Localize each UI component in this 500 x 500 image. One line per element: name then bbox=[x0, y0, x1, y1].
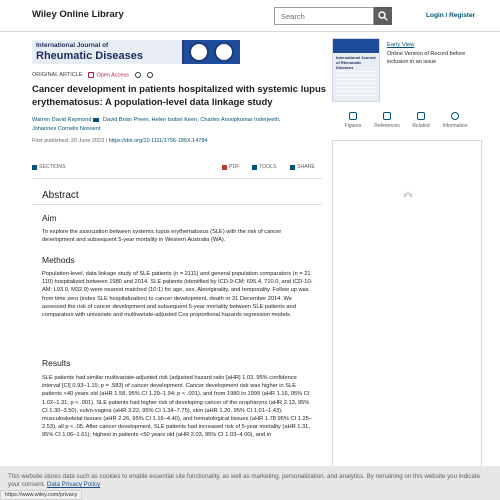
tab-label: Figures bbox=[344, 123, 362, 129]
article-meta bbox=[32, 72, 153, 78]
aim-heading: Aim bbox=[42, 213, 57, 223]
sections-button[interactable] bbox=[32, 164, 66, 170]
results-heading: Results bbox=[42, 358, 71, 368]
info-icon bbox=[451, 112, 459, 120]
search-icon bbox=[378, 11, 388, 21]
journal-banner-emblems bbox=[184, 40, 240, 64]
sections-label: SECTIONS bbox=[39, 164, 66, 170]
tab-figures[interactable] bbox=[336, 112, 370, 129]
author-links[interactable]: David Brian Preen, Helen Isobel Keen, Charles Anoopkumar Inderjeeth, bbox=[103, 117, 281, 123]
early-view-link[interactable]: Early View bbox=[387, 42, 415, 48]
search-button[interactable] bbox=[374, 7, 392, 25]
privacy-policy-link[interactable]: Data Privacy Policy bbox=[46, 481, 101, 488]
list-icon bbox=[32, 165, 37, 170]
cover-title: International Journal of Rheumatic Diseases bbox=[336, 55, 376, 70]
journal-banner-title bbox=[32, 40, 182, 64]
article-type: ORIGINAL ARTICLE bbox=[32, 72, 83, 79]
aim-paragraph: To explore the association between systemic lupus erythematosus (SLE) with the risk of cancer development and subsequent 5-year mortality in Western Australia (WA). bbox=[42, 229, 282, 244]
site-header bbox=[0, 0, 500, 32]
journal-banner[interactable] bbox=[32, 40, 240, 64]
loading-spinner-icon bbox=[403, 191, 413, 201]
list-icon bbox=[383, 112, 391, 120]
author-link[interactable]: Johannes Cornelis Nossent bbox=[32, 125, 101, 132]
wiley-logo[interactable]: Wiley Online Library bbox=[32, 9, 124, 20]
share-label: SHARE bbox=[297, 164, 315, 170]
pdf-icon bbox=[222, 165, 227, 170]
divider bbox=[32, 178, 322, 179]
article-toolbar bbox=[32, 160, 322, 174]
early-view-description: Online Version of Record before inclusion in an issue bbox=[387, 51, 466, 65]
login-register-link[interactable]: Login / Register bbox=[426, 12, 476, 19]
author-list bbox=[32, 116, 342, 133]
published-date: First published: 20 June 2023 bbox=[32, 138, 105, 144]
journal-banner-line2: Rheumatic Diseases bbox=[36, 50, 143, 62]
cover-band bbox=[333, 39, 379, 53]
tab-information[interactable] bbox=[438, 112, 472, 129]
status-bar-url: https://www.wiley.com/privacy bbox=[0, 490, 82, 500]
share-icon bbox=[290, 165, 295, 170]
divider bbox=[32, 204, 322, 205]
tab-references[interactable] bbox=[370, 112, 404, 129]
author-link[interactable]: Warren David Raymond bbox=[32, 117, 92, 123]
link-icon bbox=[417, 112, 425, 120]
open-lock-icon bbox=[88, 72, 94, 78]
tab-label: References bbox=[374, 123, 400, 129]
journal-banner-line1: International Journal of bbox=[36, 42, 109, 49]
creative-commons-icon bbox=[135, 72, 141, 78]
cookie-text bbox=[8, 473, 488, 489]
share-button[interactable] bbox=[290, 164, 315, 170]
pdf-label: PDF bbox=[229, 164, 240, 170]
pdf-button[interactable] bbox=[222, 164, 239, 170]
gear-icon bbox=[252, 165, 257, 170]
results-paragraph: SLE patients had similar multivariate-adjusted risk (adjusted hazard ratio [aHR] 1.03, 95% confidence interval [CI] 0.93–1.15; p = .583) of cancer development. Cancer development risk was higher in SLE patients <40 years old (aHR 1.58, 95% CI 1.29–1.94; p < .001), and from 1980 to 1999 (aHR 1.16, 95% CI 1.02–1.31; p < .001). SLE patients had higher risk of developing cancer of the oropharynx (aHR 2.13, 95% CI 1.30–3.50), vulvo-vagina (aHR 3.22, 95% CI 1.34–7.75), skin (aHR 1.20, 95% CI 1.01–1.43), musculoskeletal tissues (aHR 2.26, 95% CI 1.16–4.40), and hematological tissues (aHR 1.78 95% CI 1.25–2.53), all p < .05. After cancer development, SLE patients had increased risk of 5-year mortality (aHR 1.31, 95% CI 1.06–1.61); highest in patients <50 years old (aHR 2.03, 95% CI 1.03–4.00), and in bbox=[42, 375, 312, 439]
methods-paragraph: Population-level, data linkage study of SLE patients (n = 2111) and general population comparators (n = 21 110) hospitalized between 1980 and 2014. SLE patients (identified by ICD-9-CM: 695.4, 710.0, and ICD-10-AM: L93.0, M32.0) were nearest matched (10:1) for age, sex, Aboriginality, and temporality. Follow up was from time zero (index SLE hospitalization) to cancer development, death or 31 December 2014. We assessed the risk of cancer development and subsequent 5-year mortality between SLE patients and comparators with univariate and multivariate-adjusted Cox proportional hazards regression models. bbox=[42, 271, 313, 319]
article-title: Cancer development in patients hospitalized with systemic lupus erythematosus: A population-level data linkage study bbox=[32, 84, 327, 108]
methods-heading: Methods bbox=[42, 255, 75, 265]
sidebar-panel bbox=[332, 140, 482, 490]
publication-info: First published: 20 June 2023 | https://doi.org/10.1111/1756-185X.14784 bbox=[32, 138, 208, 144]
abstract-heading: Abstract bbox=[42, 190, 79, 201]
journal-cover-thumbnail[interactable] bbox=[332, 38, 380, 102]
society-seal-icon bbox=[189, 42, 209, 62]
tab-label: Information bbox=[442, 123, 468, 129]
open-access-badge bbox=[88, 72, 128, 78]
mail-icon[interactable] bbox=[93, 118, 99, 122]
image-icon bbox=[349, 112, 357, 120]
tools-label: TOOLS bbox=[259, 164, 277, 170]
search-input[interactable]: Search bbox=[274, 7, 374, 25]
attribution-icon bbox=[147, 72, 153, 78]
society-seal-icon bbox=[214, 42, 234, 62]
tab-label: Related bbox=[412, 123, 430, 129]
tab-related[interactable] bbox=[404, 112, 438, 129]
sidebar-tabs bbox=[336, 112, 472, 138]
open-access-label: Open Access bbox=[96, 72, 129, 79]
cover-decoration bbox=[336, 71, 376, 99]
doi-link[interactable]: https://doi.org/10.1111/1756-185X.14784 bbox=[108, 138, 208, 144]
cookie-message: This website stores data such as cookies to enable essential site functionality, as well as marketing, personalization, and analytics. By remaining on this website you indicate your consent. bbox=[8, 473, 481, 488]
tools-button[interactable] bbox=[252, 164, 277, 170]
